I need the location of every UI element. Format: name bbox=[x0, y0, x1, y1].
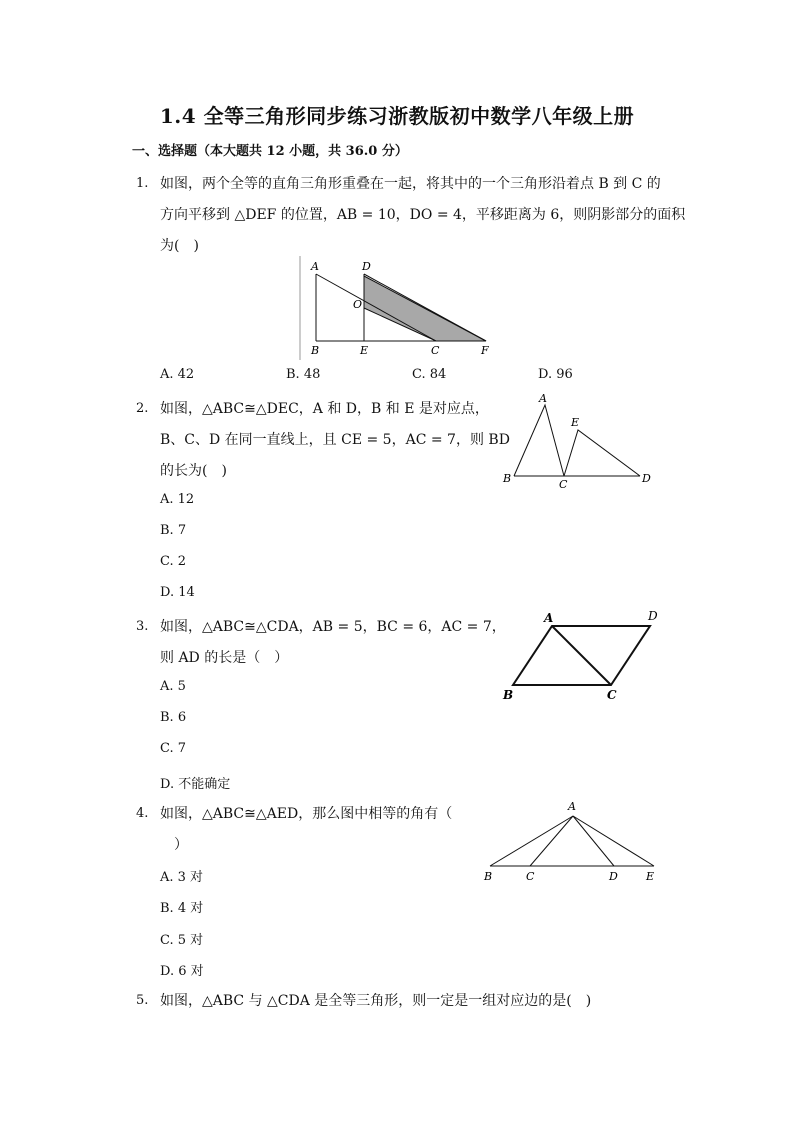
label-F: F bbox=[481, 344, 489, 357]
label-B: B bbox=[484, 870, 493, 883]
option-d[interactable]: D. 不能确定 bbox=[160, 777, 231, 792]
label-A: A bbox=[568, 800, 576, 813]
question-text-line: 如图，△ABC 与 △CDA 是全等三角形，则一定是一组对应边的是( ) bbox=[160, 993, 592, 1009]
page-title: 1.4 全等三角形同步练习浙教版初中数学八年级上册 bbox=[159, 104, 635, 128]
figure-q3-parallelogram bbox=[498, 606, 668, 706]
question-number: 2. bbox=[136, 401, 149, 416]
label-B: B bbox=[503, 688, 514, 702]
option-b[interactable]: B. 48 bbox=[286, 367, 321, 382]
question-text-line: 的长为( ) bbox=[160, 463, 227, 479]
label-E: E bbox=[571, 416, 580, 429]
label-C: C bbox=[607, 688, 617, 702]
question-text-line: 为( ) bbox=[160, 238, 199, 254]
option-b[interactable]: B. 4 对 bbox=[160, 901, 204, 916]
option-b[interactable]: B. 7 bbox=[160, 523, 187, 538]
label-E: E bbox=[646, 870, 655, 883]
option-a[interactable]: A. 42 bbox=[160, 367, 195, 382]
option-d[interactable]: D. 96 bbox=[538, 367, 573, 382]
label-A: A bbox=[544, 611, 554, 625]
label-C: C bbox=[559, 478, 568, 490]
figure-q4-triangles bbox=[478, 796, 668, 886]
question-number: 4. bbox=[136, 806, 149, 821]
option-c[interactable]: C. 84 bbox=[412, 367, 447, 382]
option-a[interactable]: A. 5 bbox=[160, 679, 186, 694]
label-B: B bbox=[311, 344, 320, 357]
label-E: E bbox=[360, 344, 369, 357]
label-D: D bbox=[642, 472, 651, 485]
figure-q1-triangles bbox=[296, 256, 496, 360]
label-D: D bbox=[362, 260, 371, 273]
figure-q2-triangles bbox=[498, 390, 658, 490]
question-text-line: ） bbox=[174, 837, 188, 853]
label-C: C bbox=[526, 870, 535, 883]
label-C: C bbox=[431, 344, 440, 357]
question-text-line: 如图，△ABC≅△CDA，AB = 5，BC = 6，AC = 7， bbox=[160, 619, 506, 635]
question-number: 1. bbox=[136, 176, 149, 191]
question-text-line: 方向平移到 △DEF 的位置，AB = 10，DO = 4，平移距离为 6，则阴影部分的面积 bbox=[160, 207, 686, 223]
question-text-line: 如图，两个全等的直角三角形重叠在一起，将其中的一个三角形沿着点 B 到 C 的 bbox=[160, 176, 661, 192]
label-D: D bbox=[609, 870, 618, 883]
label-D: D bbox=[648, 609, 658, 623]
option-a[interactable]: A. 12 bbox=[160, 492, 195, 507]
label-A: A bbox=[539, 392, 547, 405]
question-text-line: 则 AD 的长是（ ） bbox=[160, 650, 289, 666]
label-O: O bbox=[353, 298, 363, 311]
option-c[interactable]: C. 5 对 bbox=[160, 933, 204, 948]
option-d[interactable]: D. 6 对 bbox=[160, 964, 204, 979]
option-a[interactable]: A. 3 对 bbox=[160, 870, 204, 885]
option-d[interactable]: D. 14 bbox=[160, 585, 195, 600]
label-B: B bbox=[503, 472, 512, 485]
question-number: 5. bbox=[136, 993, 149, 1008]
question-text-line: B、C、D 在同一直线上，且 CE = 5，AC = 7，则 BD bbox=[160, 432, 510, 448]
option-c[interactable]: C. 7 bbox=[160, 741, 187, 756]
label-A: A bbox=[311, 260, 319, 273]
question-number: 3. bbox=[136, 619, 149, 634]
question-text-line: 如图，△ABC≅△AED，那么图中相等的角有（ bbox=[160, 806, 453, 822]
option-b[interactable]: B. 6 bbox=[160, 710, 187, 725]
option-c[interactable]: C. 2 bbox=[160, 554, 187, 569]
section-heading: 一、选择题（本大题共 12 小题，共 36.0 分） bbox=[132, 144, 408, 159]
question-text-line: 如图，△ABC≅△DEC，A 和 D，B 和 E 是对应点， bbox=[160, 401, 489, 417]
